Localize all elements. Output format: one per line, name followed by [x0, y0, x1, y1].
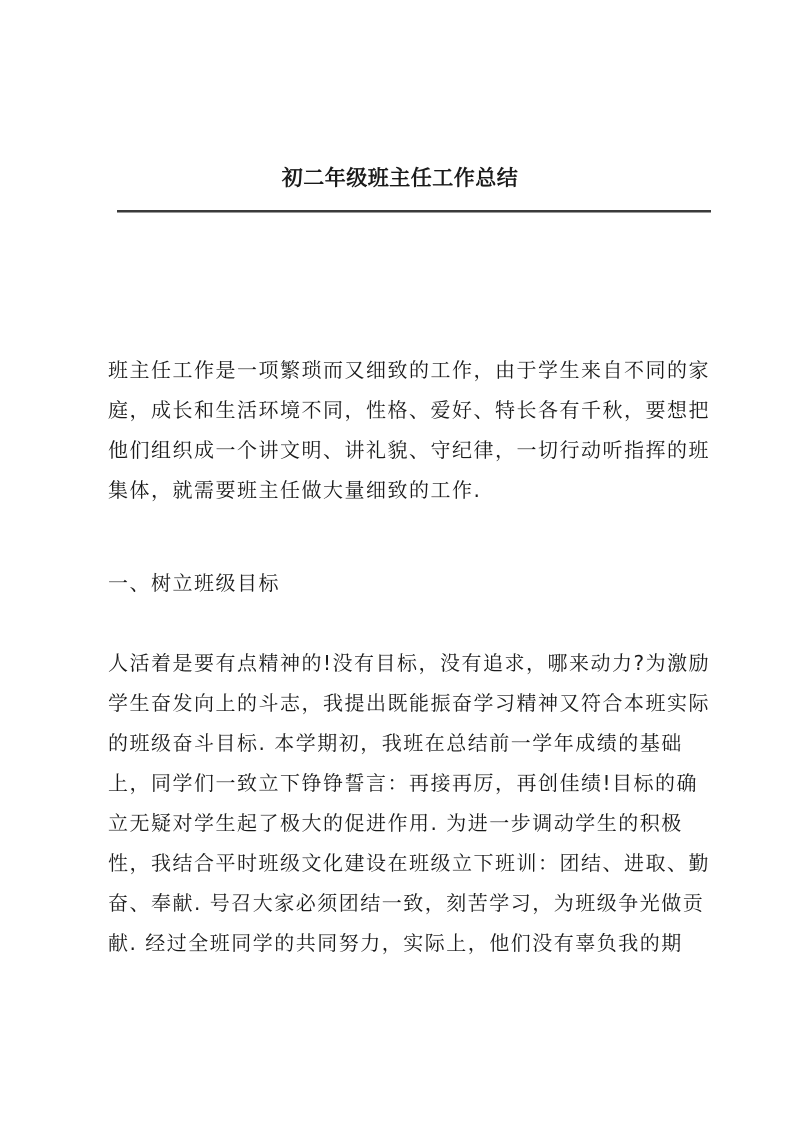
text-line: 庭，成长和生活环境不同，性格、爱好、特长各有千秋，要想把: [108, 398, 710, 422]
text-line: 班主任工作是一项繁琐而又细致的工作，由于学生来自不同的家: [108, 358, 710, 382]
text-line: 献. 经过全班同学的共同努力，实际上，他们没有辜负我的期: [108, 931, 683, 955]
text-line: 的班级奋斗目标. 本学期初，我班在总结前一学年成绩的基础: [108, 731, 683, 755]
section-heading: [108, 563, 708, 603]
text-line: 集体，就需要班主任做大量细致的工作.: [108, 478, 482, 502]
text-line: 性，我结合平时班级文化建设在班级立下班训：团结、进取、勤: [108, 851, 710, 875]
text-line: 上，同学们一致立下铮铮誓言：再接再厉，再创佳绩!目标的确: [108, 771, 699, 795]
text-line: 立无疑对学生起了极大的促进作用. 为进一步调动学生的积极: [108, 811, 683, 835]
text-line: 人活着是要有点精神的!没有目标，没有追求，哪来动力?为激励: [108, 651, 711, 675]
document-title: 初二年级班主任工作总结: [281, 165, 519, 190]
paragraph-goals: [108, 643, 711, 963]
text-line: 一、树立班级目标: [108, 571, 280, 595]
text-line: 奋、奉献. 号召大家必须团结一致，刻苦学习，为班级争光做贡: [108, 891, 705, 915]
text-line: 学生奋发向上的斗志，我提出既能振奋学习精神又符合本班实际: [108, 691, 710, 715]
paragraph-intro: [108, 350, 708, 510]
text-line: 他们组织成一个讲文明、讲礼貌、守纪律，一切行动听指挥的班: [108, 438, 710, 462]
title-divider: [117, 210, 711, 212]
